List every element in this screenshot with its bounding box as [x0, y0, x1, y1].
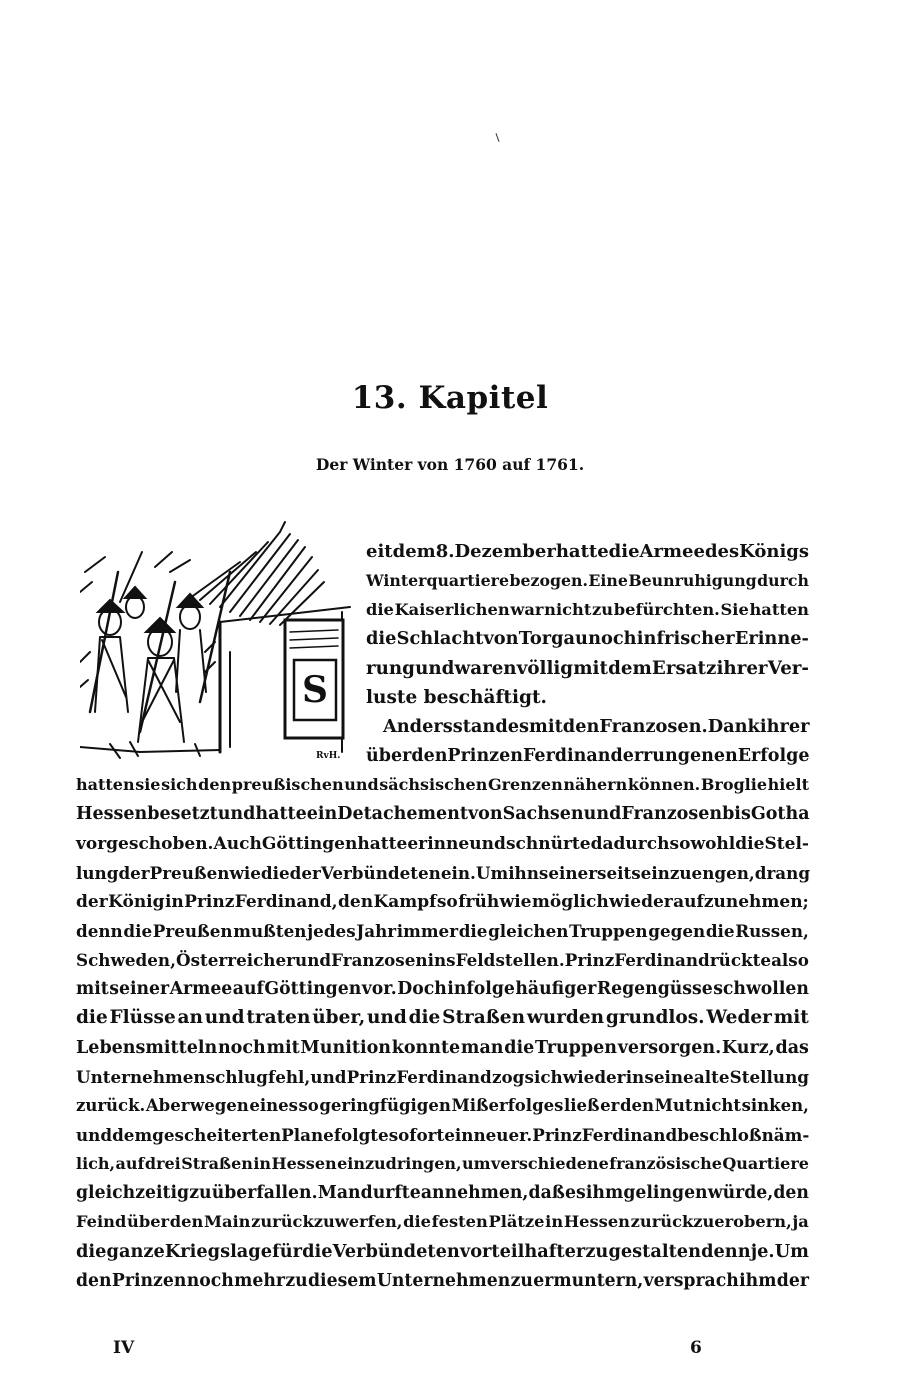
text-line: rung und waren völlig mit dem Ersatz ihrer Ver- — [366, 657, 809, 679]
signature-mark: IV — [113, 1338, 135, 1358]
text-line: Lebensmitteln noch mit Munition konnte man die Truppen versorgen. Kurz, das — [76, 1037, 809, 1058]
text-line: mit seiner Armee auf Göttingen vor. Doch infolge häufiger Regengüsse schwollen — [76, 979, 809, 1000]
chapter-title: 13. Kapitel — [351, 380, 549, 416]
woodcut-illustration — [80, 512, 352, 762]
text-line: vorgeschoben. Auch Göttingen hatte er inne und schnürte dadurch sowohl die Stel- — [76, 833, 809, 854]
text-line: den Prinzen noch mehr zu diesem Unternehmen zu ermuntern, versprach ihm der — [76, 1270, 809, 1291]
text-line: zurück. Aber wegen eines so geringfügigen Mißerfolges ließ er den Mut nicht sinken, — [76, 1095, 809, 1115]
text-line: die Flüsse an und traten über, und die Straßen wurden grundlos. Weder mit — [76, 1007, 809, 1029]
text-line: die Schlacht von Torgau noch in frischer Erinne- — [366, 628, 809, 650]
text-line: Feind über den Main zurückzuwerfen, die festen Plätze in Hessen zurückzuerobern, ja — [76, 1212, 809, 1232]
text-line: eit dem 8. Dezember hatte die Armee des Königs — [366, 541, 810, 562]
text-line: Winterquartiere bezogen. Eine Beunruhigung durch — [366, 571, 809, 591]
ink-speck — [495, 133, 499, 142]
text-line: Anders stand es mit den Franzosen. Dank ihrer — [383, 715, 810, 737]
text-line: denn die Preußen mußten jedes Jahr immer die gleichen Truppen gegen die Russen, — [76, 920, 809, 941]
drop-cap-letter: S — [302, 669, 328, 711]
text-line: über den Prinzen Ferdinand errungenen Erfolge — [366, 746, 810, 767]
text-line: die ganze Kriegslage für die Verbündeten vorteilhafter zu gestalten denn je. Um — [76, 1240, 809, 1262]
chapter-subtitle: Der Winter von 1760 auf 1761. — [315, 455, 585, 474]
text-line: der König in Prinz Ferdinand, den Kampf so früh wie möglich wieder aufzunehmen; — [76, 891, 809, 912]
page-number: 6 — [690, 1338, 702, 1358]
text-line: lich, auf drei Straßen in Hessen einzudringen, um verschiedene französische Quartiere — [76, 1154, 809, 1174]
text-line: Schweden, Österreicher und Franzosen ins Feld stellen. Prinz Ferdinand rückte also — [76, 950, 809, 971]
text-line: Hessen besetzt und hatte ein Detachement von Sachsen und Franzosen bis Gotha — [76, 804, 810, 825]
text-line: luste beschäftigt. — [366, 686, 547, 708]
artist-signature: RvH. — [316, 751, 341, 761]
text-line: Unternehmen schlug fehl, und Prinz Ferdinand zog sich wieder in seine alte Stellung — [76, 1066, 809, 1087]
text-line: die Kaiserlichen war nicht zu befürchten. Sie hatten — [366, 600, 809, 620]
text-line: hatten sie sich den preußischen und sächsischen Grenzen nähern können. Broglie hielt — [76, 775, 809, 795]
text-line: lung der Preußen wie die der Verbündeten ein. Um ihn seinerseits einzuengen, drang — [76, 862, 811, 883]
text-line: gleichzeitig zu überfallen. Man durfte annehmen, daß es ihm gelingen würde, den — [76, 1183, 809, 1204]
text-line: und dem gescheiterten Plane folgte sofort ein neuer. Prinz Ferdinand beschloß näm- — [76, 1125, 810, 1145]
